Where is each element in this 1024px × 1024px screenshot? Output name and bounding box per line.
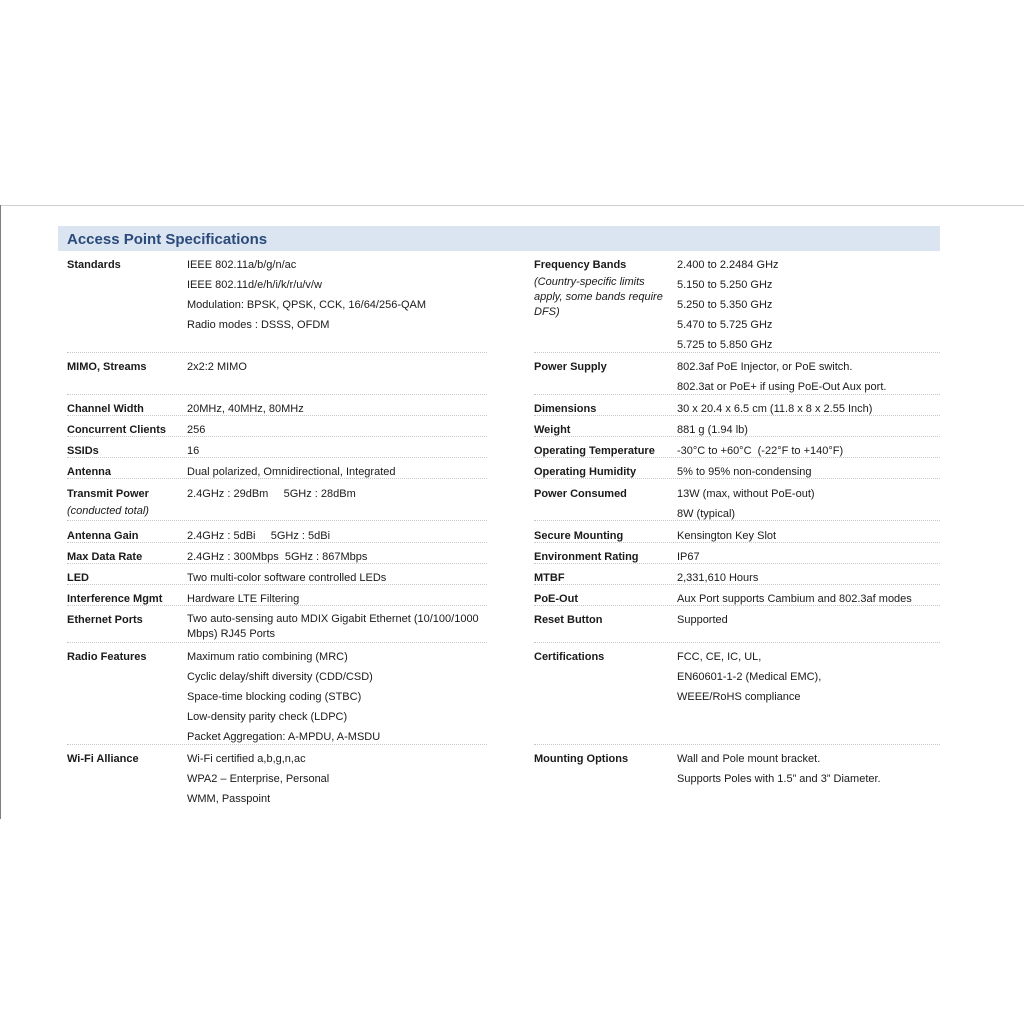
spec-value: Maximum ratio combining (MRC) [187, 651, 348, 663]
spec-label: Certifications [534, 651, 605, 663]
row-divider [534, 744, 940, 745]
spec-label: Operating Humidity [534, 466, 637, 478]
spec-label: Environment Rating [534, 551, 639, 563]
spec-value: Cyclic delay/shift diversity (CDD/CSD) [187, 671, 373, 683]
spec-value: IP67 [677, 551, 700, 563]
spec-value: 2x2:2 MIMO [187, 361, 247, 373]
spec-value: Aux Port supports Cambium and 802.3af modes [677, 593, 912, 605]
spec-label: Standards [67, 259, 121, 271]
spec-value: 5% to 95% non-condensing [677, 466, 812, 478]
spec-value: 16 [187, 445, 200, 457]
spec-value: Packet Aggregation: A-MPDU, A-MSDU [187, 731, 381, 743]
row-divider [534, 605, 940, 606]
spec-value: 13W (max, without PoE-out) [677, 488, 815, 500]
spec-label: Power Supply [534, 361, 607, 373]
spec-value: Hardware LTE Filtering [187, 593, 300, 605]
row-divider [67, 520, 487, 521]
spec-value: 802.3at or PoE+ if using PoE-Out Aux port. [677, 381, 887, 393]
spec-value: 2.4GHz : 300Mbps 5GHz : 867Mbps [187, 551, 368, 563]
spec-label: MTBF [534, 572, 565, 584]
spec-label: LED [67, 572, 89, 584]
spec-value: 20MHz, 40MHz, 80MHz [187, 403, 304, 415]
row-divider [67, 605, 487, 606]
spec-value: Wall and Pole mount bracket. [677, 753, 821, 765]
spec-value: Supported [677, 614, 728, 626]
row-divider [534, 415, 940, 416]
spec-value: 5.725 to 5.850 GHz [677, 339, 773, 351]
spec-label: Transmit Power [67, 488, 149, 500]
spec-value: 2.4GHz : 5dBi 5GHz : 5dBi [187, 530, 331, 542]
spec-value: IEEE 802.11a/b/g/n/ac [187, 259, 297, 271]
spec-value: Supports Poles with 1.5” and 3” Diameter. [677, 773, 881, 785]
spec-label: Concurrent Clients [67, 424, 167, 436]
spec-value: -30°C to +60°C (-22°F to +140°F) [677, 445, 844, 457]
spec-label: Antenna [67, 466, 111, 478]
row-divider [534, 457, 940, 458]
row-divider [67, 394, 487, 395]
row-divider [67, 436, 487, 437]
spec-label: Max Data Rate [67, 551, 143, 563]
spec-value: Modulation: BPSK, QPSK, CCK, 16/64/256-QAM [187, 299, 427, 311]
spec-label: Weight [534, 424, 571, 436]
row-divider [67, 584, 487, 585]
spec-label: Radio Features [67, 651, 147, 663]
spec-label: Wi-Fi Alliance [67, 753, 139, 765]
spec-value: Low-density parity check (LDPC) [187, 711, 348, 723]
spec-note: (conducted total) [67, 505, 149, 517]
spec-value: WPA2 – Enterprise, Personal [187, 773, 330, 785]
spec-value: WEEE/RoHS compliance [677, 691, 801, 703]
spec-label: Power Consumed [534, 488, 627, 500]
spec-label: Ethernet Ports [67, 614, 143, 626]
spec-value: Dual polarized, Omnidirectional, Integrated [187, 466, 396, 478]
row-divider [534, 394, 940, 395]
spec-value: 5.150 to 5.250 GHz [677, 279, 773, 291]
spec-value: Two multi-color software controlled LEDs [187, 572, 387, 584]
spec-value: 30 x 20.4 x 6.5 cm (11.8 x 8 x 2.55 Inch) [677, 403, 873, 415]
section-title: Access Point Specifications [58, 226, 940, 251]
spec-value: WMM, Passpoint [187, 793, 271, 805]
spec-value: FCC, CE, IC, UL, [677, 651, 762, 663]
spec-value: 256 [187, 424, 206, 436]
spec-value: Kensington Key Slot [677, 530, 777, 542]
spec-label: Interference Mgmt [67, 593, 163, 605]
spec-label: SSIDs [67, 445, 99, 457]
spec-value: Two auto-sensing auto MDIX Gigabit Ethernet (10/100/1000 Mbps) RJ45 Ports [187, 613, 479, 640]
row-divider [534, 584, 940, 585]
spec-label: Reset Button [534, 614, 603, 626]
row-divider [67, 478, 487, 479]
spec-value: EN60601-1-2 (Medical EMC), [677, 671, 822, 683]
spec-label: Mounting Options [534, 753, 629, 765]
row-divider [67, 744, 487, 745]
spec-label: Antenna Gain [67, 530, 139, 542]
row-divider [534, 520, 940, 521]
spec-value: Wi-Fi certified a,b,g,n,ac [187, 753, 306, 765]
spec-value: 2.400 to 2.2484 GHz [677, 259, 779, 271]
row-divider [67, 642, 487, 643]
row-divider [67, 352, 487, 353]
spec-label: MIMO, Streams [67, 361, 147, 373]
row-divider [534, 352, 940, 353]
spec-value: 2.4GHz : 29dBm 5GHz : 28dBm [187, 488, 356, 500]
spec-value: IEEE 802.11d/e/h/i/k/r/u/v/w [187, 279, 322, 291]
spec-value: 802.3af PoE Injector, or PoE switch. [677, 361, 853, 373]
spec-label: Frequency Bands [534, 259, 627, 271]
spec-value: Space-time blocking coding (STBC) [187, 691, 362, 703]
spec-value: 2,331,610 Hours [677, 572, 759, 584]
spec-value: Radio modes : DSSS, OFDM [187, 319, 330, 331]
row-divider [67, 563, 487, 564]
spec-note: (Country-specific limits apply, some bands require DFS) [534, 276, 663, 318]
spec-label: Secure Mounting [534, 530, 624, 542]
row-divider [534, 542, 940, 543]
spec-label: Channel Width [67, 403, 144, 415]
page-top-border [0, 205, 1024, 206]
spec-value: 881 g (1.94 lb) [677, 424, 748, 436]
spec-value: 5.470 to 5.725 GHz [677, 319, 773, 331]
row-divider [534, 563, 940, 564]
row-divider [534, 642, 940, 643]
row-divider [67, 542, 487, 543]
row-divider [534, 436, 940, 437]
spec-value: 8W (typical) [677, 508, 736, 520]
row-divider [67, 415, 487, 416]
spec-value: 5.250 to 5.350 GHz [677, 299, 773, 311]
page-left-border [0, 205, 1, 819]
row-divider [67, 457, 487, 458]
row-divider [534, 478, 940, 479]
spec-label: Dimensions [534, 403, 597, 415]
spec-label: Operating Temperature [534, 445, 655, 457]
spec-label: PoE-Out [534, 593, 578, 605]
